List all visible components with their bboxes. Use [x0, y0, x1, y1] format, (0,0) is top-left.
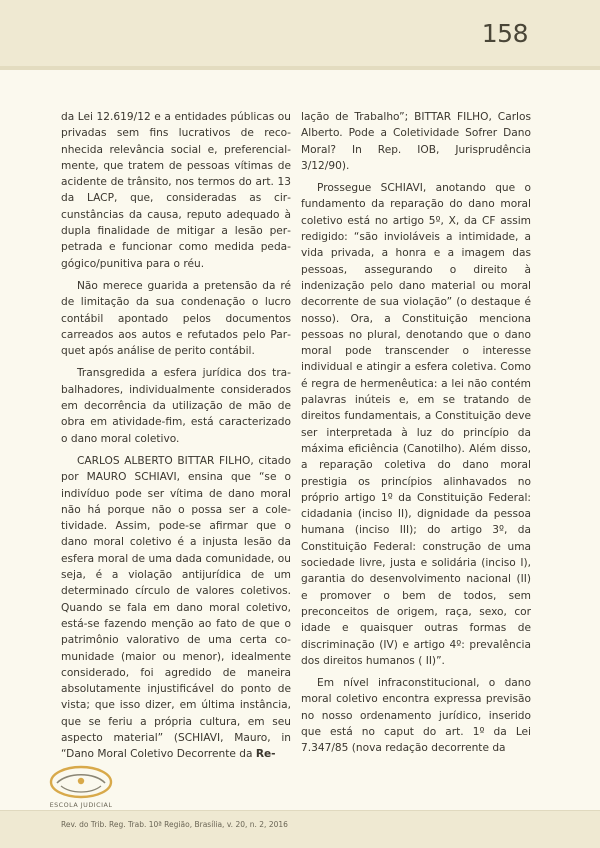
- header-divider: [0, 66, 600, 70]
- footer-citation: Rev. do Trib. Reg. Trab. 10ª Região, Brasília, v. 20, n. 2, 2016: [61, 820, 288, 829]
- escola-judicial-logo: [47, 764, 115, 810]
- logo-label: ESCOLA JUDICIAL: [49, 801, 113, 809]
- left-paragraph-4-bold: Re-: [255, 748, 276, 761]
- logo-emblem-icon: [47, 764, 115, 800]
- left-paragraph-4-text: CARLOS ALBERTO BITTAR FILHO, citado por MAURO SCHIAVI, ensina que “se o indivíduo pode ser vítima de dano moral não há porque não o possa ser a coletividade. Assim, pode-se afirmar que o dano moral coletivo é a injusta lesão da esfera moral de uma dada comunidade, ou seja, é a violação antijurídica de um determinado círculo de valores coletivos. Quando se fala em dano moral coletivo, está-se fazendo menção ao fato de que o patrimônio valorativo de uma certa comunidade (maior ou menor), idealmente considerado, foi agredido de maneira absolutamente injustificável do ponto de vista; que isso dizer, em última instância, que se feriu a própria cultura, em seu aspecto material” (SCHIAVI, Mauro, in “Dano Moral Coletivo Decorrente da: [61, 454, 291, 761]
- right-paragraph-2: Prossegue SCHIAVI, anotando que o fundamento da reparação do dano moral coletivo está no artigo 5º, X, da CF assim redigido: “são invioláveis a intimidade, a vida privada, a honra e a imagem das pessoas, assegurando o direito à indenização pelo dano material ou moral decorrente de sua violação” (o destaque é nosso). Ora, a Constituição menciona pessoas no plural, denotando que o dano moral pode transcender o interesse individual e atingir a esfera coletiva. Como é regra de hermenêutica: a lei não contém palavras inúteis e, em se tratando de direitos fundamentais, a Constituição deve ser interpretada à luz do princípio da máxima eficiência (Canotilho). Além disso, a reparação coletiva do dano moral prestigia os princípios alinhavados no próprio artigo 1º da Constituição Federal: cidadania (inciso II), dignidade da pessoa humana (inciso III); do artigo 3º, da Constituição Federal: construção de uma sociedade livre, justa e solidária (inciso I), garantia do desenvolvimento nacional (II) e promover o bem de todos, sem preconceitos de origem, raça, sexo, cor idade e quaisquer outras formas de discriminação (IV) e artigo 4º: prevalência dos direitos humanos ( II)”.: [301, 182, 531, 667]
- footer-band: [0, 811, 600, 848]
- right-column: [301, 109, 531, 757]
- left-paragraph-3: Transgredida a esfera jurídica dos trabalhadores, individualmente considerados em decorrência da utilização de mão de obra em atividade-fim, está caracterizado o dano moral coletivo.: [61, 367, 291, 445]
- right-paragraph-3: Em nível infraconstitucional, o dano moral coletivo encontra expressa previsão no nosso ordenamento jurídico, inserido que está no caput do art. 1º da Lei 7.347/85 (nova redação decorrente da: [301, 677, 531, 755]
- right-paragraph-1: lação de Trabalho”; BITTAR FILHO, Carlos Alberto. Pode a Coletividade Sofrer Dano Moral? In Rep. IOB, Jurisprudência 3/12/90).: [301, 111, 531, 172]
- page-number: 158: [481, 19, 528, 48]
- left-column: [61, 109, 291, 763]
- left-paragraph-1: da Lei 12.619/12 e a entidades públicas ou privadas sem fins lucrativos de reconhecida relevância social e, preferencialmente, que tratem de pessoas vítimas de acidente de trânsito, nos termos do art. 13 da LACP, que, consideradas as circunstâncias da causa, reputo adequado à dupla finalidade de mitigar a lesão perpetrada e funcionar como medida pedagógico/punitiva para o réu.: [61, 111, 291, 270]
- left-paragraph-4: [61, 453, 291, 763]
- left-paragraph-2: Não merece guarida a pretensão da ré de limitação da sua condenação o lucro contábil apontado pelos documentos carreados aos autos e refutados pelo Parquet após análise de perito contábil.: [61, 279, 291, 358]
